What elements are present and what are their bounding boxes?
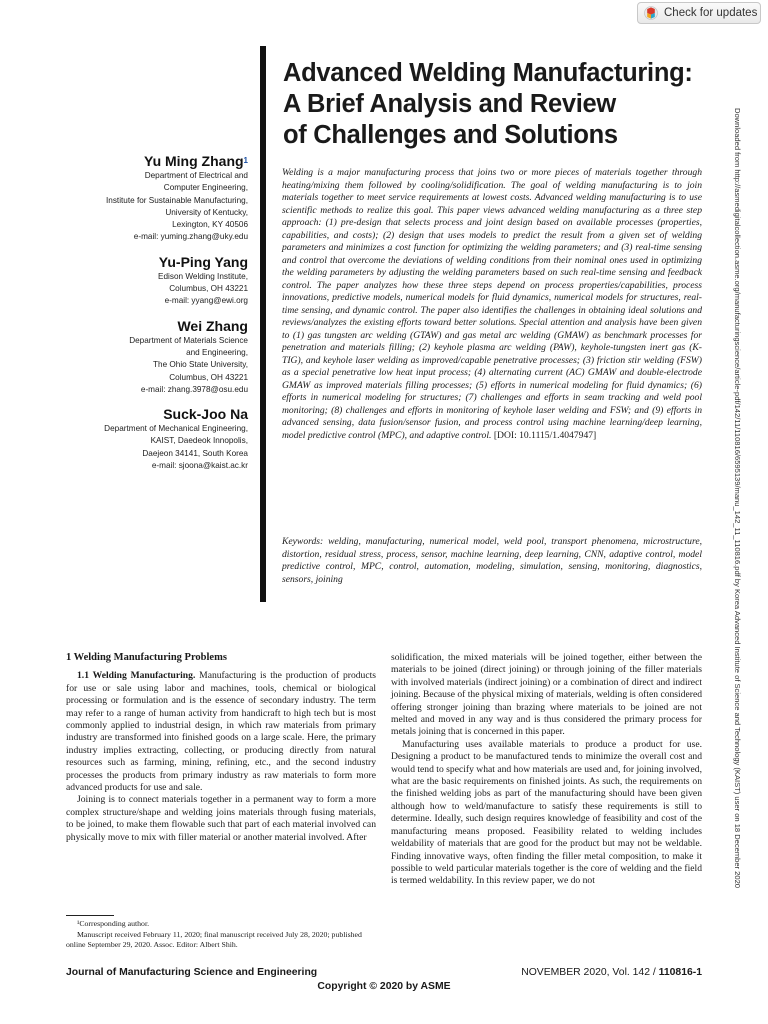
issue-info: NOVEMBER 2020, Vol. 142 / 110816-1 (521, 967, 702, 978)
journal-name: Journal of Manufacturing Science and Engineering (66, 967, 318, 978)
author-affiliation: Department of Mechanical Engineering, KAIST, Daedeok Innopolis, Daejeon 34141, South Korea e-mail: sjoona@kaist.ac.kr (60, 423, 248, 472)
paragraph: Manufacturing uses available materials to produce a product for use. Designing a product to be manufactured tends to minimize the overall cost and would tend to specify what and how materials are used and, for joining involved, what are the basic requirements on finished joints. As such, the requirements on the finished welding jobs as part of the manufacturing should have been given although how to weld/manufacture to satisfy these requirements is still to determine. Ideally, such design requires knowledge of feasibility and cost of the manufacturing means proposed. Feasibility related to welding includes weldability of materials that are good for the product but may not be weldable. Finding innovative ways, often finding the filler metal composition, to make it possible to weld particular materials together is the core of welding and the field is termed weldability. In this review paper, we do not (391, 738, 702, 887)
copyright: Copyright © 2020 by ASME (317, 981, 451, 992)
author-list (60, 152, 248, 481)
author-block (60, 152, 248, 244)
article-number: 110816-1 (658, 967, 702, 978)
paragraph: solidification, the mixed materials will be joined together, either between the materials to be joined (direct joining) or through joining of the filler materials with involved materials (indirect joining) or a combination of direct and indirect joining. Because of the physical mixing of materials, welding is often considered offering stronger joining than brazing where materials to be joined are not melted and moved in any way and is thus considered the primary process for metals joining that is concerned in this paper. (391, 652, 702, 738)
author-block (60, 317, 248, 396)
corresponding-author-mark[interactable]: 1 (243, 156, 248, 165)
author-affiliation: Department of Electrical and Computer Engineering, Institute for Sustainable Manufacturing, University of Kentucky, Lexington, KY 40506 e-mail: yuming.zhang@uky.edu (60, 170, 248, 244)
footnote: ¹Corresponding author. (77, 919, 150, 928)
abstract-text: Welding is a major manufacturing process that joins two or more pieces of materials together through heating/mixing them followed by cooling/solidification. The goal of welding manufacturing is to join materials together to meet service requirements at lowest costs. Advanced welding manufacturing is to use scientific methods to realize this goal. This paper views advanced welding manufacturing as a three step approach: (1) pre-design that selects process and joint design based on available processes (properties, capabilities, and costs); (2) design that uses models to predict the result from a given set of welding parameters and minimizes a cost function for optimizing the welding parameters; and (3) real-time sensing and control that overcome the deviations of welding conditions from their nominal ones used in optimizing the welding parameters by adjusting the welding parameters based on such real-time sensing and feedback control. The paper analyzes how these three steps depend on process properties/capabilities, process innovations, predictive models, numerical models for fluid dynamics, numerical models for structures, real-time sensing, and dynamic control. The paper also identifies the challenges in obtaining ideal solutions and reviews/analyzes the existing efforts toward better solutions. Special attention and analysis have been given to (1) gas tungsten arc welding (GTAW) and gas metal arc welding (GMAW) as benchmark processes for penetration and materials filling; (2) keyhole plasma arc welding (PAW), keyhole-tungsten inert gas (K-TIG), and keyhole laser welding as improved/capable penetrative processes; (3) friction stir welding (FSW) as a special penetrative low heat input process; (4) alternating current (AC) GMAW and double-electrode GMAW as improved materials filling processes; (5) efforts in numerical modeling for fluid dynamics; (6) efforts in numerical modeling for structures; (7) challenges and efforts in seam tracking and weld pool monitoring; (8) challenges and efforts in monitoring of keyhole laser welding and FSW; and (9) efforts in advanced sensing, data fusion/sensor fusion, and process control using machine learning/deep learning, model predictive control (MPC), and adaptive control. (282, 167, 702, 441)
author-affiliation: Edison Welding Institute, Columbus, OH 43221 e-mail: yyang@ewi.org (60, 271, 248, 308)
author-email[interactable]: e-mail: sjoona@kaist.ac.kr (151, 461, 248, 471)
title-line: A Brief Analysis and Review (283, 90, 616, 118)
body-column-left (66, 652, 376, 844)
paragraph: 1.1 Welding Manufacturing. Manufacturing is the production of products for use or sale using labor and machines, tools, chemical or biological processing or formulation and is the essence of secondary industry. The term may refer to a range of human activity from handicraft to high tech but is most commonly applied to industrial design, in which raw materials from primary industry are transformed into finished goods on a large scale. Here, the primary industry implies extracting, collecting, or producing directly from natural resources such as farming, mining, refining, etc., and the second industry processes the products from primary industry as raw materials to form more advanced products for use and sale. (66, 670, 376, 794)
author-email[interactable]: e-mail: yuming.zhang@uky.edu (133, 232, 248, 242)
download-notice-text: Downloaded from http://asmedigitalcollection.asme.org/manufacturingscience/article-pdf/142/11/110816/6595139/manu_142_11_110816.pdf by Korea Advanced Institute of Science and Technology (KAIST) user on 18 December 2020 (733, 108, 742, 871)
author-name: Wei Zhang (177, 317, 248, 334)
footnote: Manuscript received February 11, 2020; final manuscript received July 28, 2020; published online September 29, 2020. Assoc. Editor: Albert Shih. (66, 929, 362, 949)
keywords-text: welding, manufacturing, numerical model, weld pool, transport phenomena, microstructure, distortion, residual stress, process, sensor, machine learning, deep learning, CNN, adaptive control, model predictive control, MPC, control, automation, modeling, simulation, sensing, monitoring, diagnostics, sensors, joining (282, 536, 702, 585)
author-block (60, 405, 248, 472)
download-notice (730, 108, 747, 908)
title-divider-bar (260, 46, 266, 602)
footnotes (66, 919, 376, 951)
paragraph: Joining is to connect materials together in a permanent way to form a more complex structure/shape and welding joins materials through fusing materials, to be joined, to make them flowable such that part of each material involved can physically move to mix with filler material or another material involved. After (66, 794, 376, 843)
abstract (282, 167, 702, 442)
author-email[interactable]: e-mail: yyang@ewi.org (164, 296, 248, 306)
subsection-heading: 1.1 Welding Manufacturing. (77, 670, 196, 682)
title-line: of Challenges and Solutions (283, 121, 618, 149)
author-block (60, 253, 248, 308)
author-name: Yu Ming Zhang$^1$ (144, 153, 248, 169)
keywords (282, 536, 702, 586)
keywords-label: Keywords: (282, 536, 324, 547)
doi-link[interactable]: [DOI: 10.1115/1.4047947] (493, 429, 597, 441)
author-affiliation: Department of Materials Science and Engineering, The Ohio State University, Columbus, OH 43221 e-mail: zhang.3978@osu.edu (60, 335, 248, 396)
body-column-right (391, 652, 702, 888)
crossmark-icon (644, 6, 658, 20)
section-heading: 1 Welding Manufacturing Problems (66, 652, 227, 663)
footnote-rule (66, 915, 114, 916)
paper-title (283, 58, 723, 151)
author-email[interactable]: e-mail: zhang.3978@osu.edu (140, 384, 248, 394)
title-line: Advanced Welding Manufacturing: (283, 59, 693, 87)
check-for-updates-label: Check for updates (664, 7, 758, 19)
author-name: Yu-Ping Yang (158, 253, 248, 270)
check-for-updates-button[interactable] (637, 2, 761, 24)
author-name: Suck-Joo Na (163, 406, 248, 423)
